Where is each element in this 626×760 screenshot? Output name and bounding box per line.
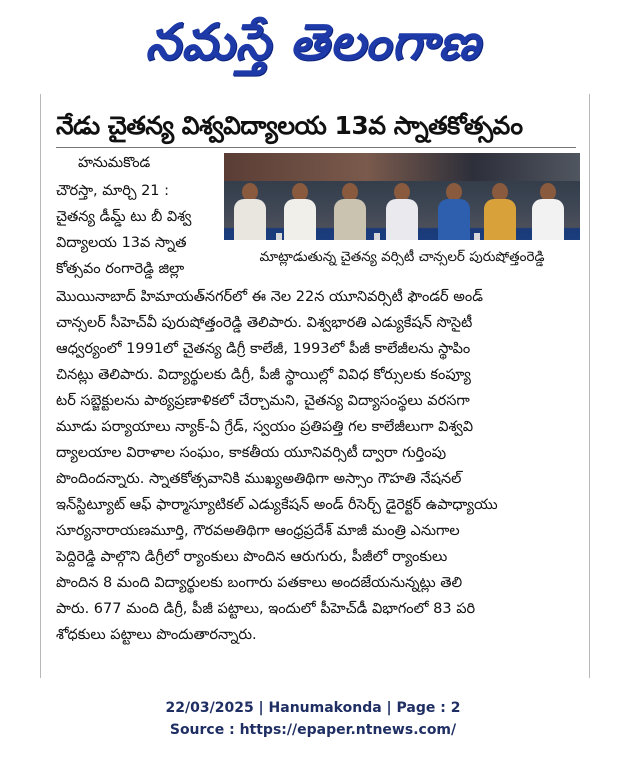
article-lead-line: చైతన్య డీమ్డ్ టు బీ విశ్వ bbox=[56, 209, 192, 225]
source-link[interactable]: Source : https://epaper.ntnews.com/ bbox=[169, 722, 457, 738]
article-body-line: ఇన్‌స్టిట్యూట్ ఆఫ్ ఫార్మాస్యూటికల్ ఎడ్యుకేషన్ అండ్ రీసెర్చ్ డైరెక్టర్ ఉపాధ్యాయు bbox=[56, 497, 498, 513]
photo-caption: మాట్లాడుతున్న చైతన్య వర్సిటీ చాన్సలర్ పురుషోత్తంరెడ్డి bbox=[224, 240, 580, 274]
photo-backdrop-banner bbox=[224, 153, 580, 181]
photo-person bbox=[332, 183, 368, 245]
article-body-line: పొందిందన్నారు. స్నాతకోత్సవానికి ముఖ్యఅతిథిగా అస్సాం గౌహతి నేషనల్ bbox=[56, 471, 462, 487]
article-body-line: శోధకులు పట్టాలు పొందుతారన్నారు. bbox=[56, 627, 257, 643]
article-body-line: పారు. 677 మంది డిగ్రీ, పీజీ పట్టాలు, ఇందులో పీహెచ్‌డీ విభాగంలో 83 పరి bbox=[56, 601, 476, 617]
article-body-line: చాన్సలర్ సీహెచ్‌వీ పురుషోత్తంరెడ్డి తెలిపారు. విశ్వభారతి ఎడ్యుకేషన్ సొసైటీ bbox=[56, 315, 473, 331]
article-lead-line: చౌరస్తా, మార్చి 21 : bbox=[56, 183, 170, 199]
article-body-line: పొందిన 8 మంది విద్యార్థులకు బంగారు పతకాలు అందజేయనున్నట్లు తెలి bbox=[56, 575, 463, 591]
photo-person bbox=[530, 183, 566, 245]
photo-person bbox=[282, 183, 318, 245]
photo-person bbox=[232, 183, 268, 245]
newspaper-masthead: నమస్తే తెలంగాణ bbox=[145, 13, 481, 71]
article-body-line: మూడు పర్యాయాలు న్యాక్-ఏ గ్రేడ్, స్వయం ప్రతిపత్తి గల కాలేజీలుగా విశ్వవి bbox=[56, 419, 474, 435]
article-headline: నేడు చైతన్య విశ్వవిద్యాలయ 13వ స్నాతకోత్సవం bbox=[56, 111, 523, 140]
headline-divider bbox=[56, 147, 576, 148]
edition-info: 22/03/2025 | Hanumakonda | Page : 2 bbox=[165, 700, 461, 716]
photo-person bbox=[436, 183, 472, 245]
article-body-line: పెద్దిరెడ్డి పాల్గొని డిగ్రీలో ర్యాంకులు పొందిన ఆరుగురు, పీజీలో ర్యాంకులు bbox=[56, 549, 448, 565]
photo-person bbox=[482, 183, 518, 245]
article-lead-line: కోత్సవం రంగారెడ్డి జిల్లా bbox=[56, 261, 185, 277]
article-body-line: సూర్యనారాయణమూర్తి, గౌరవఅతిథిగా ఆంధ్రప్రదేశ్ మాజీ మంత్రి ఎనుగాల bbox=[56, 523, 460, 539]
article-body-line: మొయినాబాద్ హిమాయత్‌నగర్‌లో ఈ నెల 22న యూనివర్సిటీ ఫౌండర్ అండ్ bbox=[56, 289, 483, 305]
article-dateline-place: హనుమకొండ bbox=[78, 155, 151, 171]
article-body-line: ఆధ్వర్యంలో 1991లో చైతన్య డిగ్రీ కాలేజీ, 1993లో పీజీ కాలేజీలను స్థాపిం bbox=[56, 341, 471, 357]
article-body-line: టర్ సబ్జెక్టులను పాఠ్యప్రణాళికలో చేర్చామని, చైతన్య విద్యాసంస్థలు వరసగా bbox=[56, 393, 470, 409]
article-lead-line: విద్యాలయ 13వ స్నాత bbox=[56, 235, 187, 251]
article-body-line: చినట్లు తెలిపారు. విద్యార్థులకు డిగ్రీ, పీజీ స్థాయిల్లో వివిధ కోర్సులకు కంప్యూ bbox=[56, 367, 471, 383]
article-body-line: ద్యాలయాల విరాళాల సంఘం, కాకతీయ యూనివర్సిటీ ద్వారా గుర్తింపు bbox=[56, 445, 447, 461]
photo-person bbox=[384, 183, 420, 245]
